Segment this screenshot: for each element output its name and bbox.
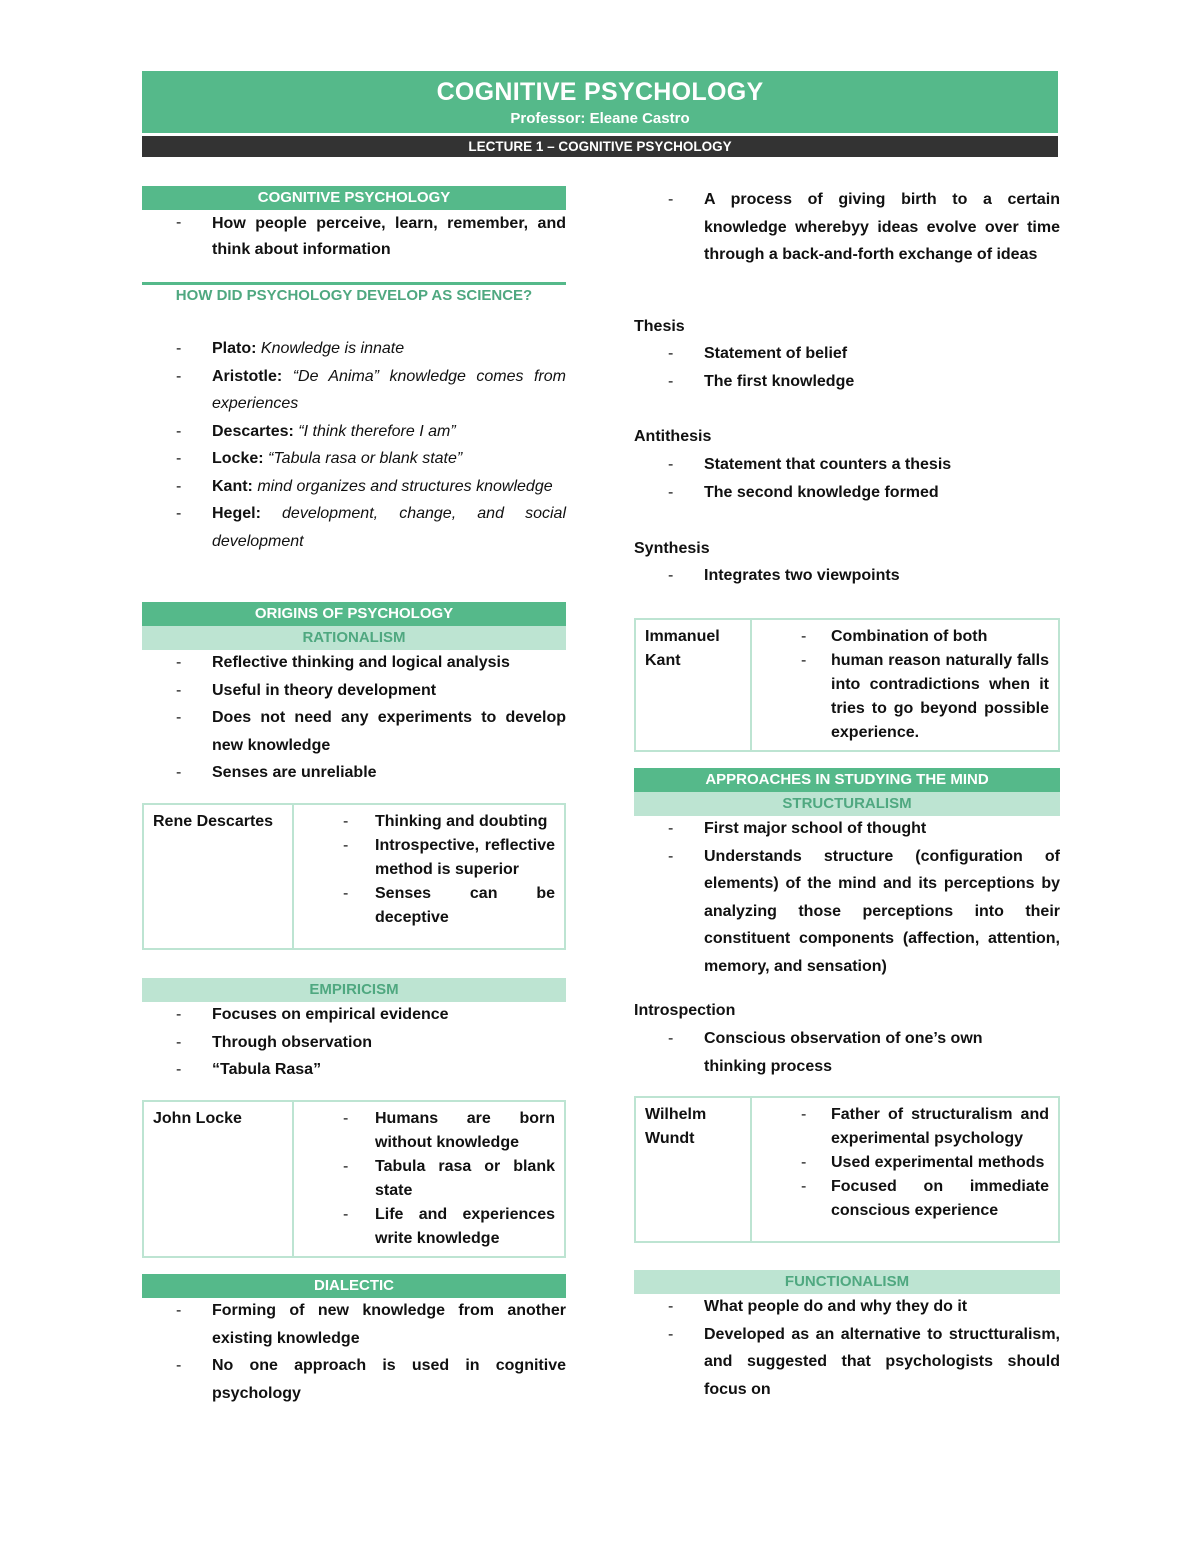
subsection-bar-structuralism: STRUCTURALISM	[634, 792, 1060, 816]
list-item: - Useful in theory development	[142, 677, 566, 705]
list-item	[142, 363, 566, 418]
list-item: - Conscious observation of one’s own thinking process	[634, 1025, 1060, 1080]
box-points	[293, 804, 565, 949]
title-banner	[142, 71, 1058, 133]
wundt-box	[634, 1096, 1060, 1243]
philosophers-list	[142, 335, 566, 555]
box-point: - Senses can be deceptive	[303, 882, 555, 930]
philosopher-name: Aristotle:	[212, 367, 283, 385]
list-item	[142, 500, 566, 555]
list-item: - A process of giving birth to a certain knowledge wherebyy ideas evolve over time through a back-and-forth exchange of ideas	[634, 186, 1060, 269]
box-name: Immanuel Kant	[635, 619, 751, 751]
list-item	[142, 335, 566, 363]
philosopher-name: Descartes:	[212, 422, 294, 440]
structuralism-list	[634, 815, 1060, 980]
list-item: - “Tabula Rasa”	[142, 1056, 566, 1084]
box-name: Wilhelm Wundt	[635, 1097, 751, 1242]
list-item: - Understands structure (configuration of elements) of the mind and its perceptions by analyzing those perceptions into their constituent components (affection, attention, memory, and sensation)	[634, 843, 1060, 981]
list-item	[142, 473, 566, 501]
locke-box	[142, 1100, 566, 1258]
box-point: - Used experimental methods	[761, 1151, 1049, 1175]
philosopher-idea: “Tabula rasa or blank state”	[268, 450, 463, 467]
antithesis-list	[634, 451, 1060, 506]
philosopher-idea: “I think therefore I am”	[298, 422, 456, 440]
list-item: - Reflective thinking and logical analysis	[142, 649, 566, 677]
philosopher-idea: Knowledge is innate	[260, 340, 405, 357]
section-bar-approaches: APPROACHES IN STUDYING THE MIND	[634, 768, 1060, 792]
cognitive-psychology-list	[142, 210, 566, 263]
box-name: Rene Descartes	[143, 804, 293, 949]
thesis-list	[634, 340, 1060, 395]
antithesis-label: Antithesis	[634, 428, 712, 445]
philosopher-name: Kant:	[212, 477, 253, 495]
lecture-banner: LECTURE 1 – COGNITIVE PSYCHOLOGY	[142, 136, 1058, 157]
list-item: - Focuses on empirical evidence	[142, 1001, 566, 1029]
list-item: - How people perceive, learn, remember, and think about information	[142, 210, 566, 263]
list-item: - Statement that counters a thesis	[634, 451, 1060, 479]
synthesis-list	[634, 562, 1060, 590]
document-title: COGNITIVE PSYCHOLOGY	[436, 78, 764, 106]
list-item: - Through observation	[142, 1029, 566, 1057]
rationalism-list	[142, 649, 566, 787]
list-item: - Developed as an alternative to structturalism, and suggested that psychologists should focus on	[634, 1321, 1060, 1404]
box-point: - Focused on immediate conscious experience	[761, 1175, 1049, 1223]
box-point: - Tabula rasa or blank state	[303, 1155, 555, 1203]
box-point: - Humans are born without knowledge	[303, 1107, 555, 1155]
kant-box	[634, 618, 1060, 752]
dialectic-continued-list	[634, 186, 1060, 269]
section-bar-dialectic: DIALECTIC	[142, 1274, 566, 1298]
descartes-box	[142, 803, 566, 950]
philosopher-idea: development, change, and social development	[212, 505, 566, 550]
box-point: - Father of structuralism and experimental psychology	[761, 1103, 1049, 1151]
box-point: - Introspective, reflective method is superior	[303, 834, 555, 882]
divider-rule	[142, 282, 566, 285]
box-name: John Locke	[143, 1101, 293, 1257]
list-item: - Does not need any experiments to develop new knowledge	[142, 704, 566, 759]
functionalism-list	[634, 1293, 1060, 1403]
list-item: - What people do and why they do it	[634, 1293, 1060, 1321]
science-heading: HOW DID PSYCHOLOGY DEVELOP AS SCIENCE?	[175, 287, 533, 304]
box-point: - Thinking and doubting	[303, 810, 555, 834]
box-points	[751, 1097, 1059, 1242]
thesis-label: Thesis	[634, 318, 685, 335]
philosopher-name: Locke:	[212, 450, 264, 467]
subsection-bar-empiricism: EMPIRICISM	[142, 978, 566, 1002]
list-item: - Forming of new knowledge from another existing knowledge	[142, 1297, 566, 1352]
philosopher-idea: mind organizes and structures knowledge	[257, 477, 553, 495]
dialectic-list	[142, 1297, 566, 1407]
philosopher-idea: “De Anima” knowledge comes from experiences	[212, 367, 566, 412]
list-item: - Statement of belief	[634, 340, 1060, 368]
section-bar-cognitive-psychology: COGNITIVE PSYCHOLOGY	[142, 186, 566, 210]
section-bar-origins: ORIGINS OF PSYCHOLOGY	[142, 602, 566, 626]
list-item: - No one approach is used in cognitive psychology	[142, 1352, 566, 1407]
box-point: - Life and experiences write knowledge	[303, 1203, 555, 1251]
list-item: - Senses are unreliable	[142, 759, 566, 787]
list-item: - First major school of thought	[634, 815, 1060, 843]
list-item	[142, 418, 566, 446]
introspection-label: Introspection	[634, 1002, 736, 1019]
box-point: - Combination of both	[761, 625, 1049, 649]
introspection-list	[634, 1025, 1060, 1080]
list-item	[142, 445, 566, 473]
list-item: - Integrates two viewpoints	[634, 562, 1060, 590]
synthesis-label: Synthesis	[634, 540, 710, 557]
subsection-bar-functionalism: FUNCTIONALISM	[634, 1270, 1060, 1294]
professor-line: Professor: Eleane Castro	[510, 110, 690, 127]
philosopher-name: Hegel:	[212, 505, 261, 522]
philosopher-name: Plato:	[212, 340, 257, 357]
box-point: - human reason naturally falls into contradictions when it tries to go beyond possible experience.	[761, 649, 1049, 745]
empiricism-list	[142, 1001, 566, 1084]
subsection-bar-rationalism: RATIONALISM	[142, 626, 566, 650]
list-item: - The first knowledge	[634, 368, 1060, 396]
box-points	[751, 619, 1059, 751]
list-item: - The second knowledge formed	[634, 479, 1060, 507]
box-points	[293, 1101, 565, 1257]
